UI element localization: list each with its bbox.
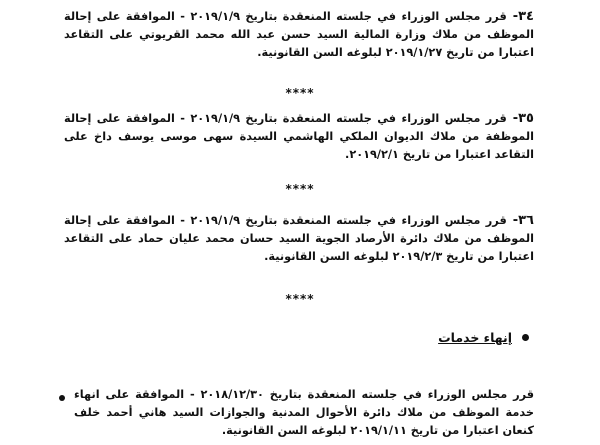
- decision-item-34: [64, 8, 534, 62]
- item-number: ٣٥-: [512, 111, 534, 126]
- separator-stars: ****: [285, 86, 315, 100]
- bullet-icon: [59, 395, 65, 401]
- item-text: قرر مجلس الوزراء في جلسته المنعقدة بتاريخ ٢٠١٩/١/٩ - الموافقة على إحالة الموظف من ملاك دائرة الأرصاد الجوية السيد حسان محمد عليان حماد على التقاعد اعتبارا من تاريخ ٢٠١٩/٢/٣ لبلوغه السن القانونية.: [64, 214, 534, 263]
- item-text: قرر مجلس الوزراء في جلسته المنعقدة بتاريخ ٢٠١٨/١٢/٣٠ - الموافقة على انهاء خدمة الموظف من ملاك دائرة الأحوال المدنية والجوازات السيد هاني أحمد خلف كنعان اعتبارا من تاريخ ٢٠١٩/١/١١ لبلوغه السن القانونية.: [74, 388, 534, 437]
- separator-stars: ****: [285, 292, 315, 306]
- section-heading: إنهاء خدمات: [438, 330, 512, 345]
- item-text: قرر مجلس الوزراء في جلسته المنعقدة بتاريخ ٢٠١٩/١/٩ - الموافقة على إحالة الموظف من ملاك وزارة المالية السيد حسن عبد الله محمد القريوتي على التقاعد اعتبارا من تاريخ ٢٠١٩/١/٢٧ لبلوغه السن القانونية.: [64, 10, 534, 59]
- item-text: قرر مجلس الوزراء في جلسته المنعقدة بتاريخ ٢٠١٩/١/٩ - الموافقة على إحالة الموظفة من ملاك الديوان الملكي الهاشمي السيدة سهى موسى يوسف داخ على التقاعد اعتبارا من تاريخ ٢٠١٩/٢/١.: [64, 112, 534, 161]
- item-number: ٣٦-: [512, 213, 534, 228]
- separator-stars: ****: [285, 182, 315, 196]
- item-number: ٣٤-: [512, 9, 534, 24]
- bullet-icon: [522, 334, 529, 341]
- decision-item-35: [64, 110, 534, 164]
- termination-item: [74, 386, 534, 440]
- decision-item-36: [64, 212, 534, 266]
